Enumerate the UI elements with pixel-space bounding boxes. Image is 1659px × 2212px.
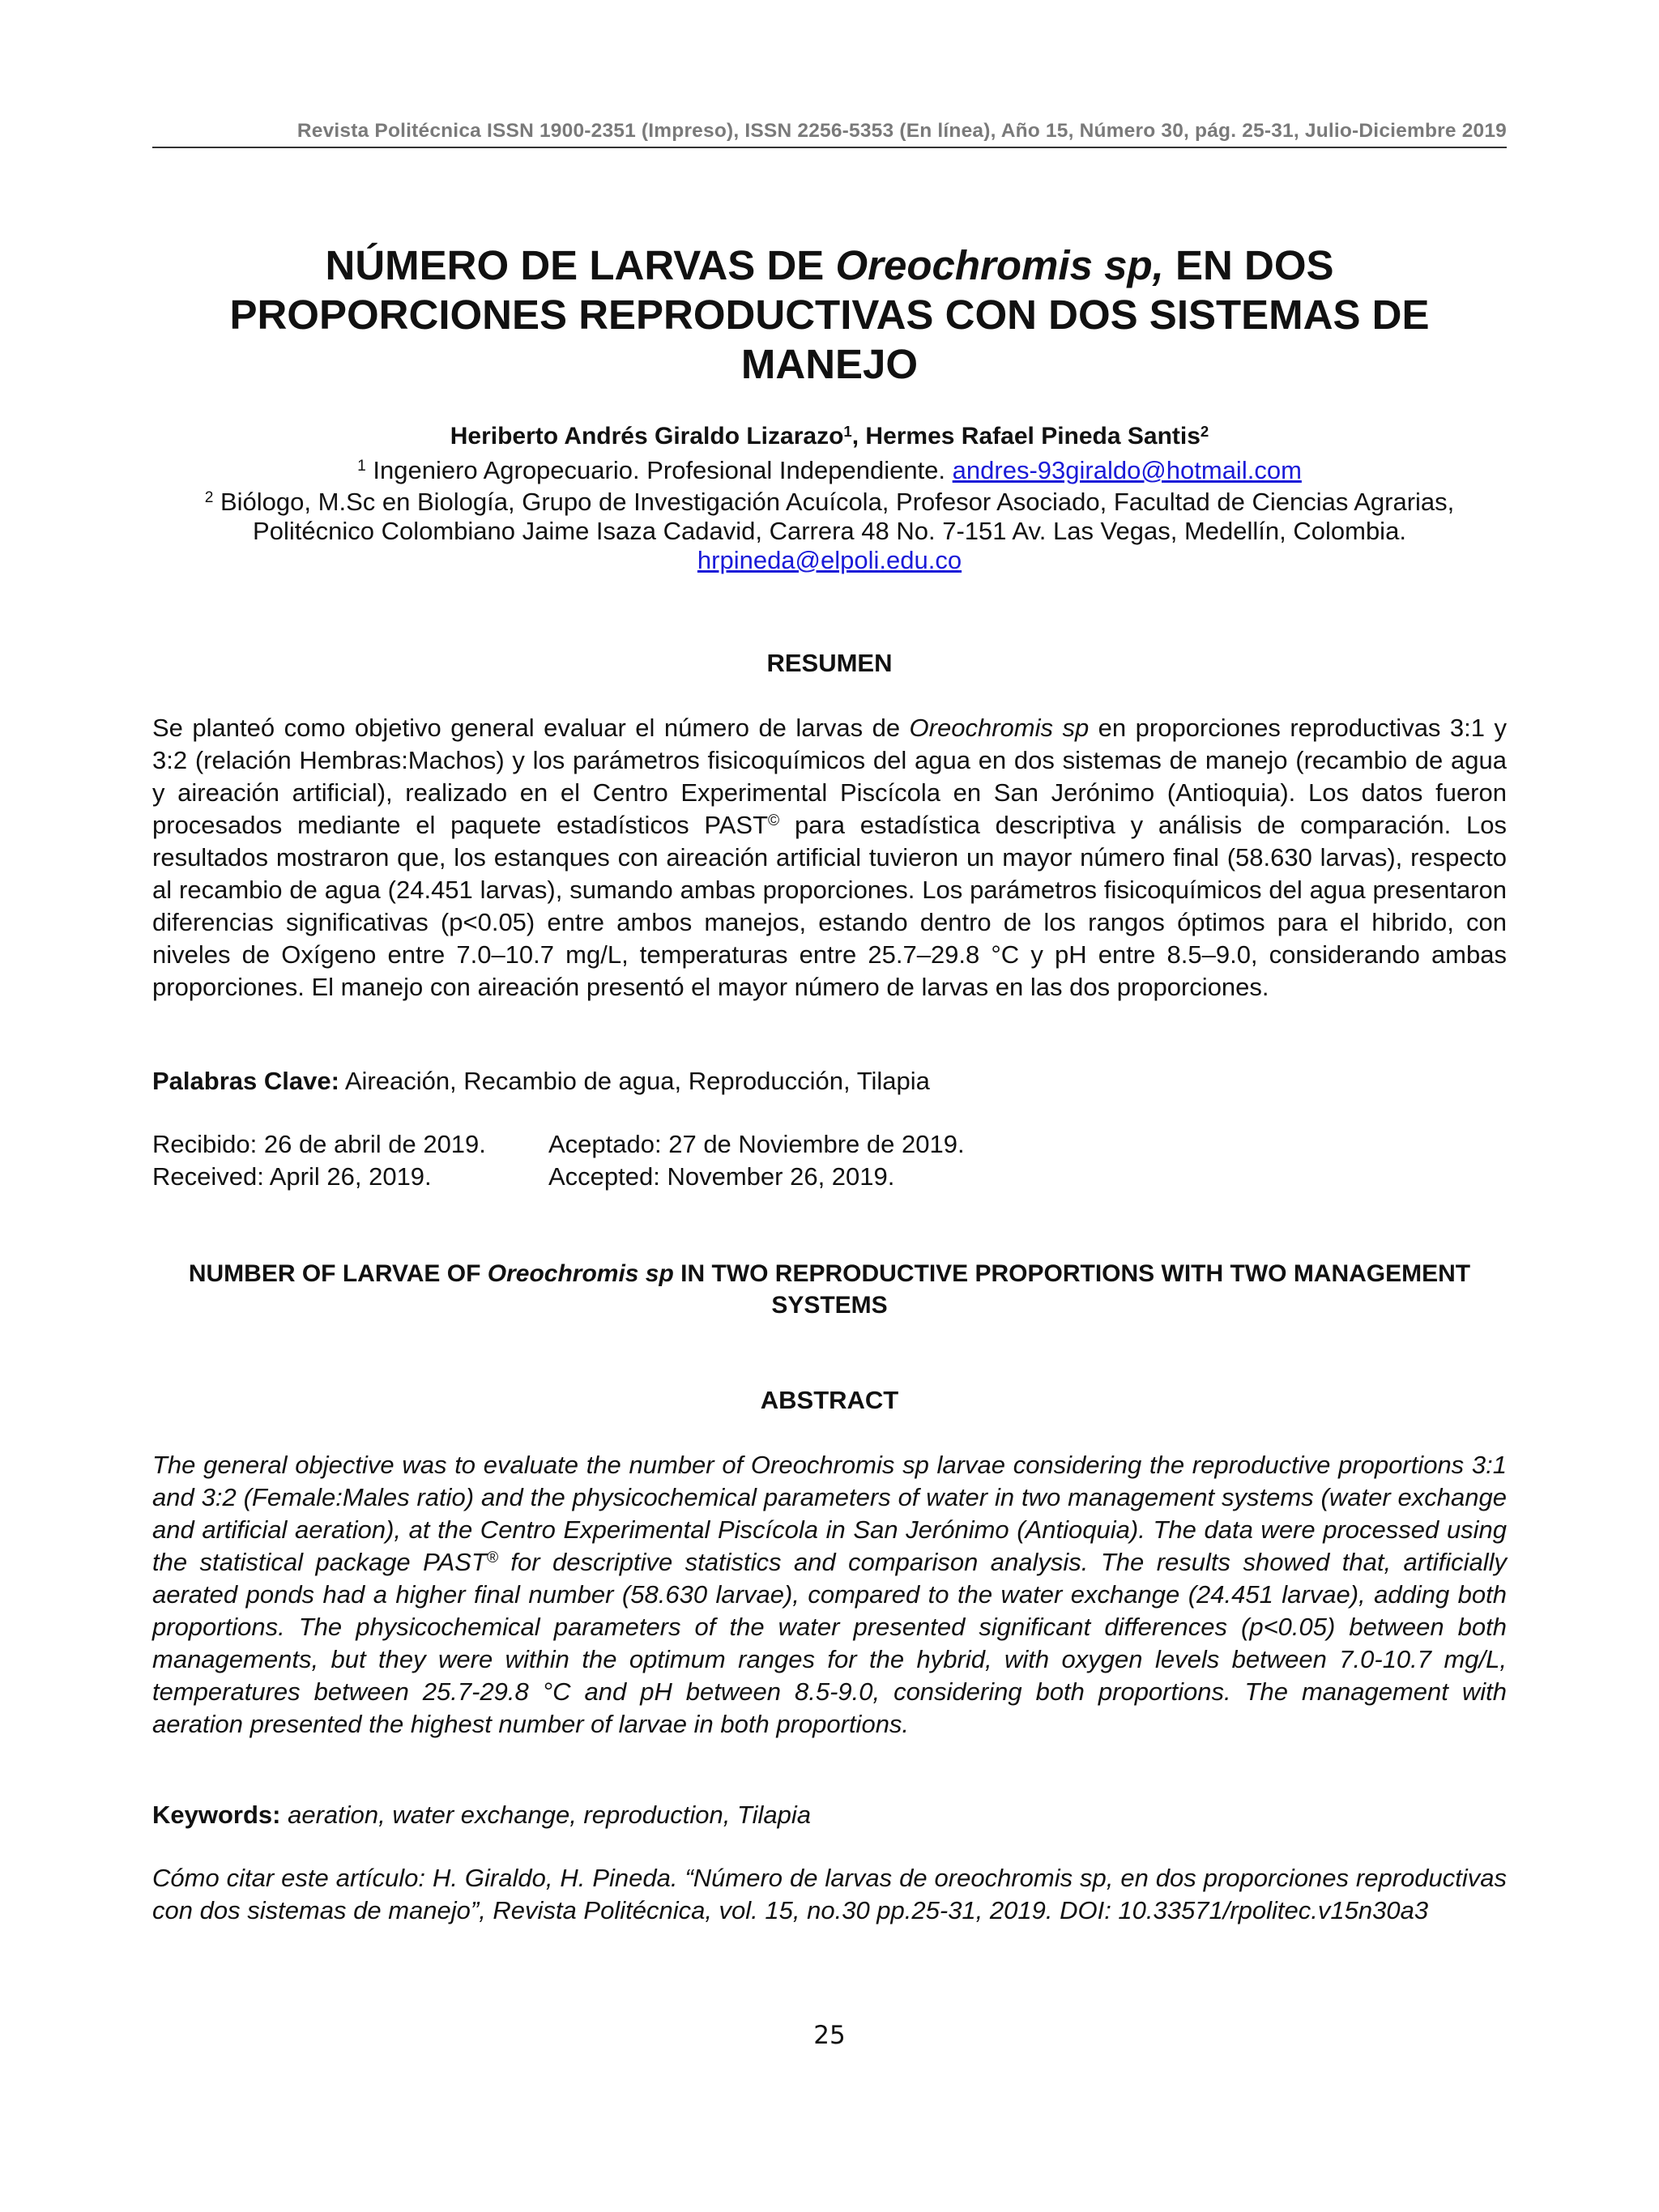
affiliation-1 (152, 456, 1507, 485)
author-2-marker: 2 (1200, 422, 1209, 440)
affiliation-2-text: Biólogo, M.Sc en Biología, Grupo de Investigación Acuícola, Profesor Asociado, Facultad de Ciencias Agrarias, Politécnico Colombiano Jaime Isaza Cadavid, Carrera 48 No. 7-151 Av. Las Vegas, Medellín, Colombia. (213, 488, 1455, 545)
english-title-part-2: IN TWO REPRODUCTIVE PROPORTIONS WITH TWO MANAGEMENT SYSTEMS (673, 1260, 1471, 1319)
running-header: Revista Politécnica ISSN 1900-2351 (Impreso), ISSN 2256-5353 (En línea), Año 15, Número 30, pág. 25-31, Julio-Diciembre 2019 (296, 120, 1507, 142)
english-title-part-1: NUMBER OF LARVAE OF (188, 1260, 488, 1287)
page-number: 25 (813, 2021, 846, 2050)
resumen-text-1: Se planteó como objetivo general evaluar el número de larvas de (152, 714, 910, 742)
received-es: Recibido: 26 de abril de 2019. (152, 1130, 486, 1158)
author-line (152, 422, 1507, 451)
title-part-2: EN DOS PROPORCIONES REPRODUCTIVAS CON DOS SISTEMAS DE MANEJO (229, 242, 1430, 387)
affiliation-1-marker: 1 (357, 458, 366, 475)
palabras-clave-value: Aireación, Recambio de agua, Reproducción, Tilapia (339, 1067, 930, 1095)
email-link-2[interactable]: hrpineda@elpoli.edu.co (697, 546, 962, 574)
affiliation-2 (152, 488, 1507, 575)
keywords (152, 1799, 1507, 1831)
english-title-species: Oreochromis sp (487, 1260, 674, 1287)
keywords-label: Keywords: (152, 1801, 281, 1829)
registered-mark: ® (486, 1549, 498, 1567)
citation: Cómo citar este artículo: H. Giraldo, H. Pineda. “Número de larvas de oreochromis sp, en dos proporciones reproductivas con dos sistemas de manejo”, Revista Politécnica, vol. 15, no.30 pp.25-31, 2019. DOI: 10.33571/rpolitec.v15n30a3 (152, 1864, 1507, 1924)
english-title (152, 1258, 1507, 1321)
author-2: Hermes Rafael Pineda Santis (865, 423, 1201, 450)
email-link-1[interactable]: andres-93giraldo@hotmail.com (952, 456, 1302, 484)
copyright-mark: © (768, 812, 780, 830)
palabras-clave-label: Palabras Clave: (152, 1067, 339, 1095)
resumen-text-2: en proporciones reproductivas 3:1 y 3:2 (relación Hembras:Machos) y los parámetros fisicoquímicos del agua en dos sistemas de manejo (recambio de agua y aireación artificial), realizado en el Centro Experimental Piscícola en San Jerónimo (Antioquia). Los datos fueron procesados mediante el paquete estadísticos PAST (152, 714, 1507, 839)
dates-block (152, 1128, 1507, 1193)
abstract-paragraph (152, 1449, 1507, 1741)
resumen-paragraph (152, 712, 1507, 1004)
title-part-1: NÚMERO DE LARVAS DE (325, 242, 836, 288)
palabras-clave (152, 1065, 1507, 1097)
author-1-marker: 1 (843, 422, 852, 440)
abstract-text-1: The general objective was to evaluate the number of Oreochromis sp larvae considering the reproductive proportions 3:1 and 3:2 (Female:Males ratio) and the physicochemical parameters of water in two management systems (water exchange and artificial aeration), at the Centro Experimental Piscícola in San Jerónimo (Antioquia). The data were processed using the statistical package PAST (152, 1451, 1507, 1576)
affiliation-1-text: Ingeniero Agropecuario. Profesional Independiente. (365, 456, 953, 484)
resumen-species: Oreochromis sp (909, 714, 1090, 742)
resumen-heading: RESUMEN (766, 649, 893, 677)
affiliation-2-marker: 2 (204, 489, 214, 507)
title-species: Oreochromis sp, (835, 242, 1164, 288)
dates-row-en (152, 1161, 1507, 1193)
author-1: Heriberto Andrés Giraldo Lizarazo (450, 423, 844, 450)
abstract-heading: ABSTRACT (760, 1386, 899, 1414)
author-separator: , (851, 423, 866, 450)
dates-row-es (152, 1128, 1507, 1161)
keywords-value: aeration, water exchange, reproduction, Tilapia (280, 1801, 812, 1829)
header-rule (152, 147, 1507, 148)
abstract-text-2: for descriptive statistics and comparison analysis. The results showed that, artificially aerated ponds had a higher final number (58.630 larvae), compared to the water exchange (24.451 larvae), adding both proportions. The physicochemical parameters of the water presented significant differences (p<0.05) between both managements, but they were within the optimum ranges for the hybrid, with oxygen levels between 7.0-10.7 mg/L, temperatures between 25.7-29.8 °C and pH between 8.5-9.0, considering both proportions. The management with aeration presented the highest number of larvae in both proportions. (152, 1548, 1507, 1738)
received-en: Received: April 26, 2019. (152, 1162, 432, 1191)
resumen-text-3: para estadística descriptiva y análisis de comparación. Los resultados mostraron que, los estanques con aireación artificial tuvieron un mayor número final (58.630 larvas), respecto al recambio de agua (24.451 larvas), sumando ambas proporciones. Los parámetros fisicoquímicos del agua presentaron diferencias significativas (p<0.05) entre ambos manejos, estando dentro de los rangos óptimos para el hibrido, con niveles de Oxígeno entre 7.0–10.7 mg/L, temperaturas entre 25.7–29.8 °C y pH entre 8.5–9.0, considerando ambas proporciones. El manejo con aireación presentó el mayor número de larvas en las dos proporciones. (152, 811, 1507, 1001)
article-title (152, 241, 1507, 389)
accepted-es: Aceptado: 27 de Noviembre de 2019. (548, 1130, 965, 1158)
accepted-en: Accepted: November 26, 2019. (548, 1162, 895, 1191)
